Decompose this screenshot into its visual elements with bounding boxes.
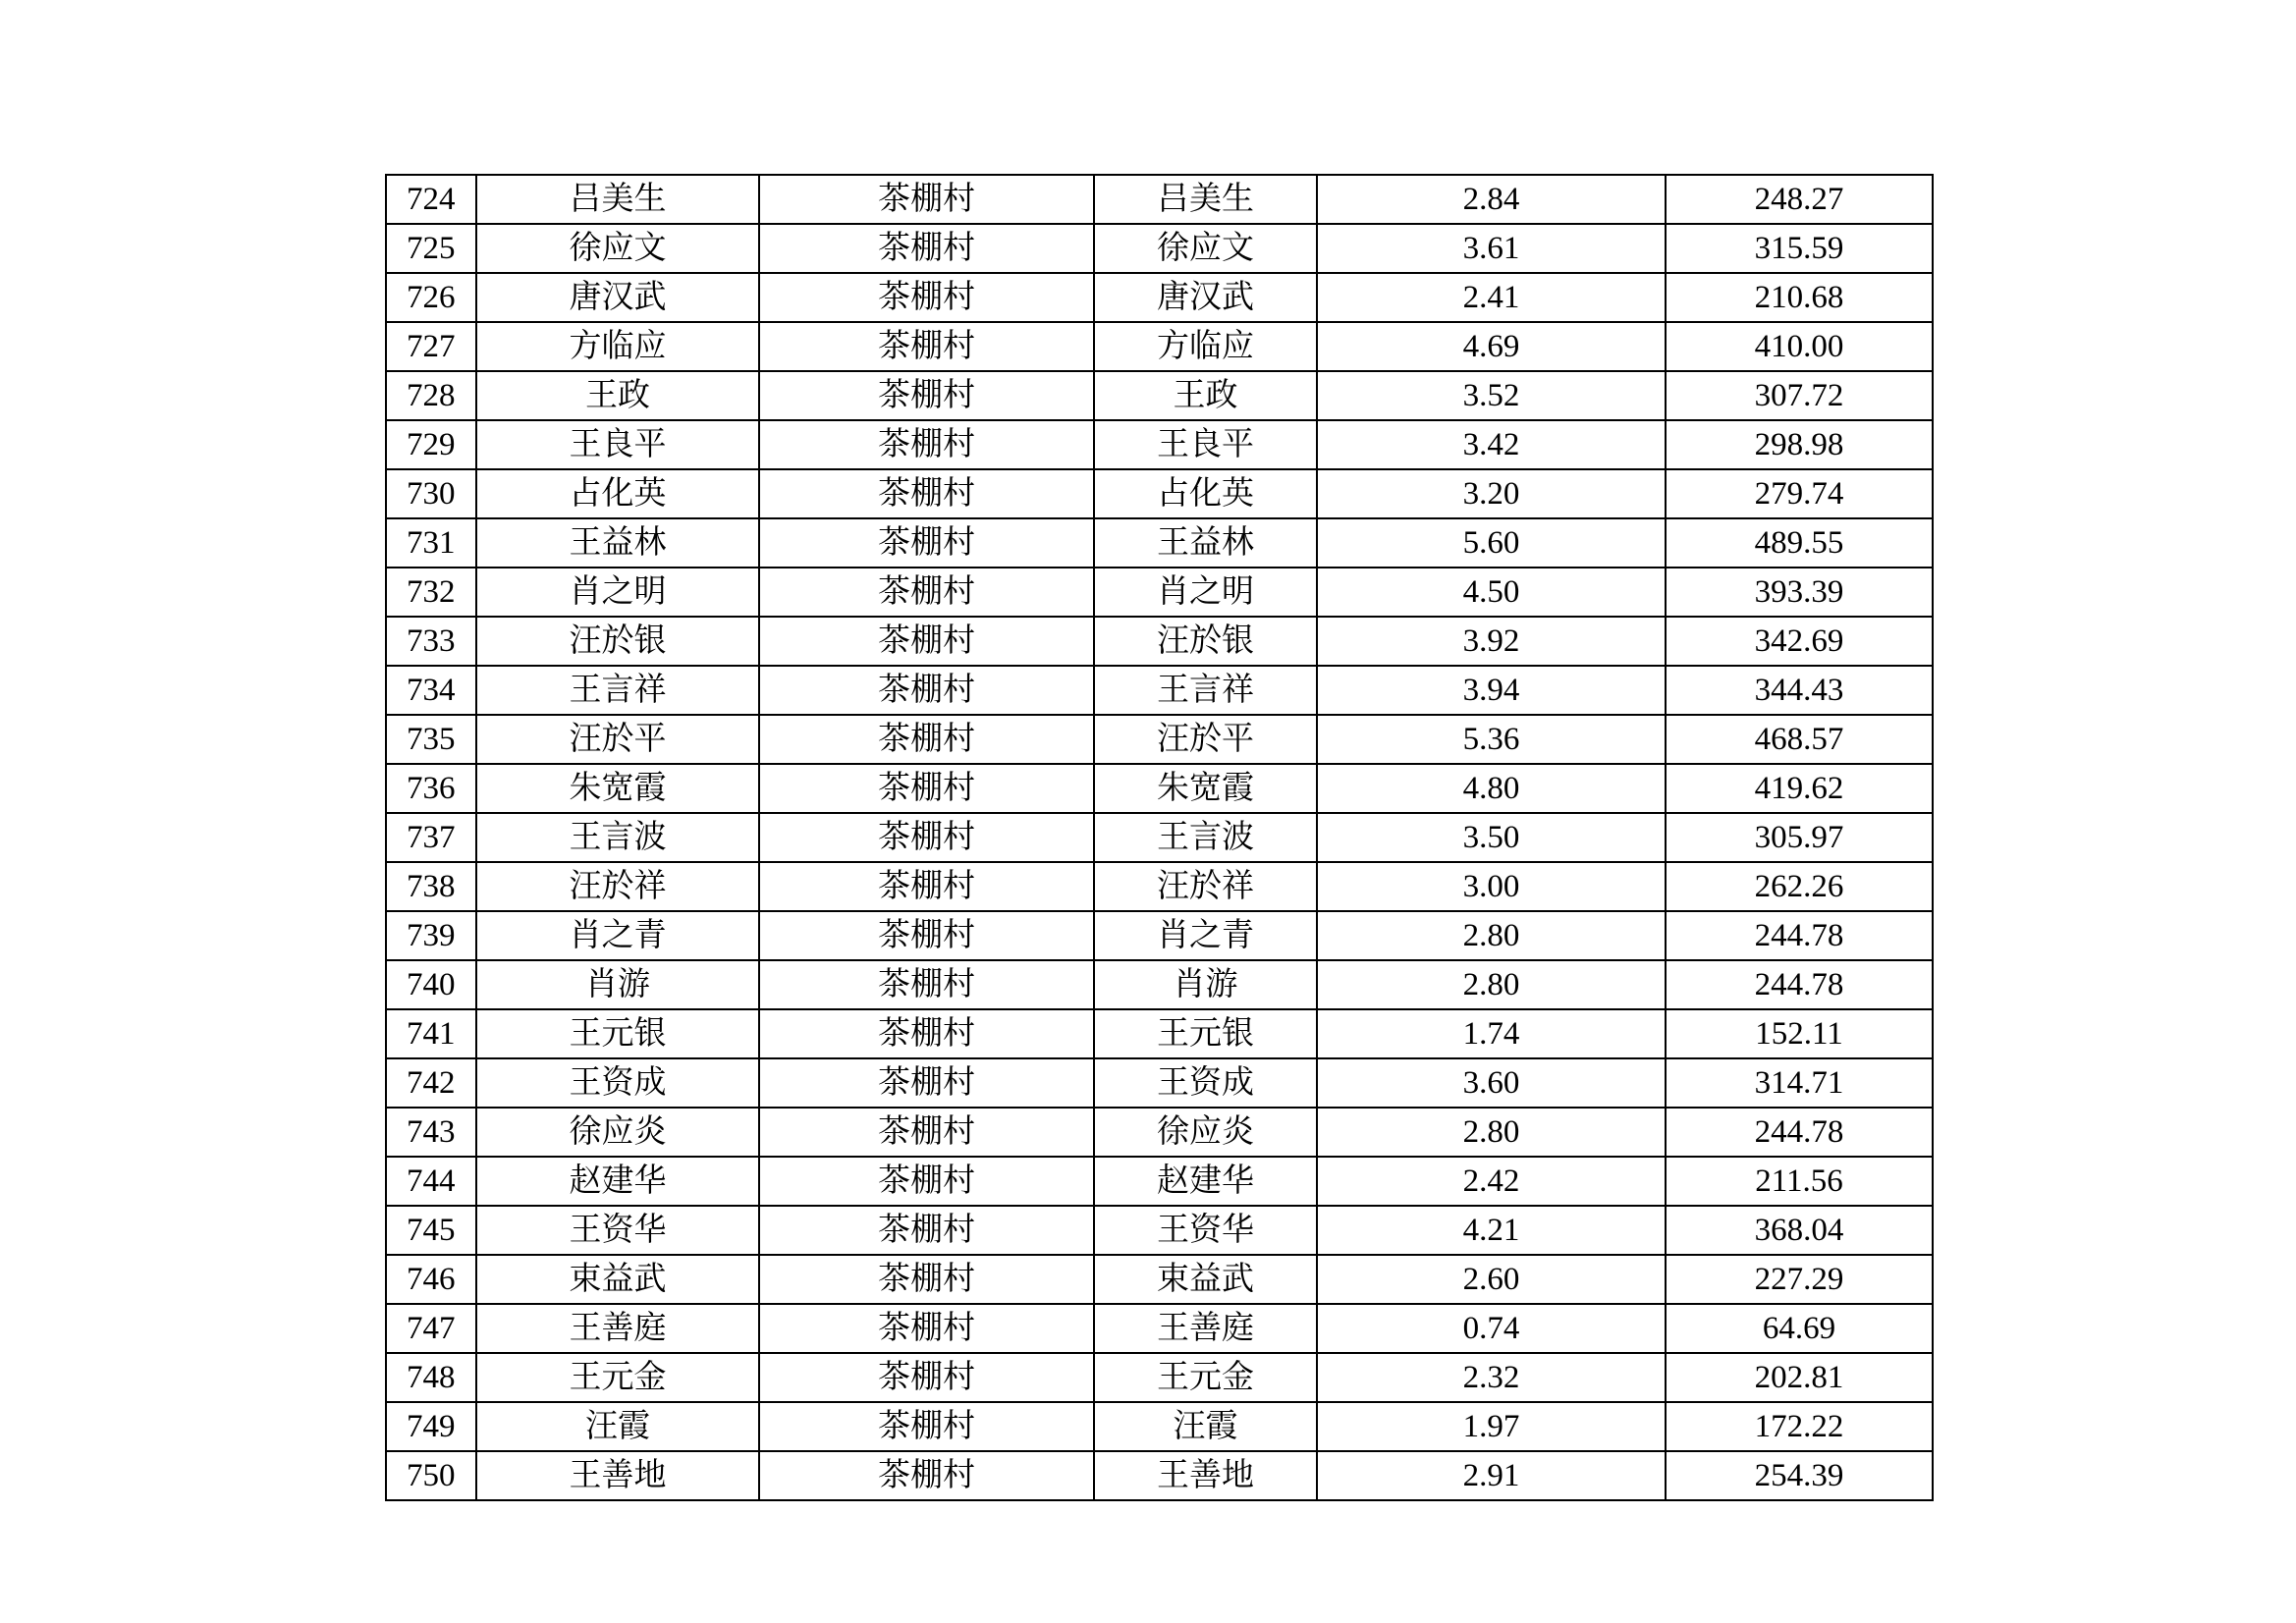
village-cell: 茶棚村 bbox=[759, 273, 1094, 322]
village-cell: 茶棚村 bbox=[759, 1157, 1094, 1206]
row-number-cell: 734 bbox=[386, 666, 476, 715]
household-name-cell: 王益林 bbox=[476, 518, 759, 568]
village-cell: 茶棚村 bbox=[759, 371, 1094, 420]
household-name-cell: 汪於银 bbox=[476, 617, 759, 666]
amount-cell: 279.74 bbox=[1666, 469, 1933, 518]
area-cell: 3.60 bbox=[1317, 1058, 1666, 1108]
household-name-cell: 王善地 bbox=[476, 1451, 759, 1500]
row-number-cell: 726 bbox=[386, 273, 476, 322]
area-cell: 5.36 bbox=[1317, 715, 1666, 764]
household-name-cell: 朱宽霞 bbox=[476, 764, 759, 813]
household-name-cell: 汪於平 bbox=[476, 715, 759, 764]
table-row bbox=[386, 322, 1933, 371]
amount-cell: 248.27 bbox=[1666, 175, 1933, 224]
payee-name-cell: 吕美生 bbox=[1094, 175, 1317, 224]
payee-name-cell: 王言波 bbox=[1094, 813, 1317, 862]
payee-name-cell: 唐汉武 bbox=[1094, 273, 1317, 322]
row-number-cell: 732 bbox=[386, 568, 476, 617]
amount-cell: 419.62 bbox=[1666, 764, 1933, 813]
area-cell: 2.84 bbox=[1317, 175, 1666, 224]
row-number-cell: 735 bbox=[386, 715, 476, 764]
table-row bbox=[386, 273, 1933, 322]
table-row bbox=[386, 469, 1933, 518]
household-name-cell: 王资华 bbox=[476, 1206, 759, 1255]
payee-name-cell: 王言祥 bbox=[1094, 666, 1317, 715]
payee-name-cell: 王资华 bbox=[1094, 1206, 1317, 1255]
payee-name-cell: 汪於平 bbox=[1094, 715, 1317, 764]
area-cell: 3.50 bbox=[1317, 813, 1666, 862]
village-cell: 茶棚村 bbox=[759, 813, 1094, 862]
row-number-cell: 745 bbox=[386, 1206, 476, 1255]
amount-cell: 254.39 bbox=[1666, 1451, 1933, 1500]
amount-cell: 307.72 bbox=[1666, 371, 1933, 420]
table-row bbox=[386, 1451, 1933, 1500]
row-number-cell: 730 bbox=[386, 469, 476, 518]
row-number-cell: 746 bbox=[386, 1255, 476, 1304]
area-cell: 3.20 bbox=[1317, 469, 1666, 518]
area-cell: 2.80 bbox=[1317, 911, 1666, 960]
table-row bbox=[386, 666, 1933, 715]
row-number-cell: 729 bbox=[386, 420, 476, 469]
household-name-cell: 徐应文 bbox=[476, 224, 759, 273]
household-name-cell: 肖游 bbox=[476, 960, 759, 1009]
amount-cell: 342.69 bbox=[1666, 617, 1933, 666]
payee-name-cell: 肖游 bbox=[1094, 960, 1317, 1009]
village-cell: 茶棚村 bbox=[759, 1304, 1094, 1353]
area-cell: 2.80 bbox=[1317, 1108, 1666, 1157]
table-row bbox=[386, 764, 1933, 813]
amount-cell: 211.56 bbox=[1666, 1157, 1933, 1206]
household-name-cell: 王元银 bbox=[476, 1009, 759, 1058]
village-cell: 茶棚村 bbox=[759, 1058, 1094, 1108]
table-row bbox=[386, 1108, 1933, 1157]
amount-cell: 315.59 bbox=[1666, 224, 1933, 273]
payee-name-cell: 朱宽霞 bbox=[1094, 764, 1317, 813]
payee-name-cell: 王政 bbox=[1094, 371, 1317, 420]
amount-cell: 468.57 bbox=[1666, 715, 1933, 764]
row-number-cell: 740 bbox=[386, 960, 476, 1009]
payee-name-cell: 王元银 bbox=[1094, 1009, 1317, 1058]
area-cell: 3.52 bbox=[1317, 371, 1666, 420]
row-number-cell: 749 bbox=[386, 1402, 476, 1451]
payee-name-cell: 王善庭 bbox=[1094, 1304, 1317, 1353]
area-cell: 3.61 bbox=[1317, 224, 1666, 273]
row-number-cell: 727 bbox=[386, 322, 476, 371]
payee-name-cell: 方临应 bbox=[1094, 322, 1317, 371]
row-number-cell: 741 bbox=[386, 1009, 476, 1058]
payee-name-cell: 占化英 bbox=[1094, 469, 1317, 518]
table-row bbox=[386, 1206, 1933, 1255]
village-cell: 茶棚村 bbox=[759, 1108, 1094, 1157]
payee-name-cell: 肖之青 bbox=[1094, 911, 1317, 960]
row-number-cell: 750 bbox=[386, 1451, 476, 1500]
village-cell: 茶棚村 bbox=[759, 617, 1094, 666]
row-number-cell: 739 bbox=[386, 911, 476, 960]
village-cell: 茶棚村 bbox=[759, 1009, 1094, 1058]
row-number-cell: 737 bbox=[386, 813, 476, 862]
amount-cell: 344.43 bbox=[1666, 666, 1933, 715]
subsidy-table bbox=[385, 174, 1934, 1501]
village-cell: 茶棚村 bbox=[759, 715, 1094, 764]
household-name-cell: 徐应炎 bbox=[476, 1108, 759, 1157]
area-cell: 3.00 bbox=[1317, 862, 1666, 911]
household-name-cell: 赵建华 bbox=[476, 1157, 759, 1206]
amount-cell: 393.39 bbox=[1666, 568, 1933, 617]
payee-name-cell: 王善地 bbox=[1094, 1451, 1317, 1500]
household-name-cell: 汪霞 bbox=[476, 1402, 759, 1451]
household-name-cell: 吕美生 bbox=[476, 175, 759, 224]
area-cell: 2.41 bbox=[1317, 273, 1666, 322]
area-cell: 2.80 bbox=[1317, 960, 1666, 1009]
payee-name-cell: 王益林 bbox=[1094, 518, 1317, 568]
amount-cell: 262.26 bbox=[1666, 862, 1933, 911]
area-cell: 2.60 bbox=[1317, 1255, 1666, 1304]
area-cell: 1.97 bbox=[1317, 1402, 1666, 1451]
amount-cell: 202.81 bbox=[1666, 1353, 1933, 1402]
household-name-cell: 唐汉武 bbox=[476, 273, 759, 322]
payee-name-cell: 汪於祥 bbox=[1094, 862, 1317, 911]
amount-cell: 368.04 bbox=[1666, 1206, 1933, 1255]
table-row bbox=[386, 715, 1933, 764]
row-number-cell: 733 bbox=[386, 617, 476, 666]
table-row bbox=[386, 1402, 1933, 1451]
household-name-cell: 汪於祥 bbox=[476, 862, 759, 911]
amount-cell: 244.78 bbox=[1666, 960, 1933, 1009]
village-cell: 茶棚村 bbox=[759, 666, 1094, 715]
payee-name-cell: 汪霞 bbox=[1094, 1402, 1317, 1451]
payee-name-cell: 王元金 bbox=[1094, 1353, 1317, 1402]
row-number-cell: 747 bbox=[386, 1304, 476, 1353]
amount-cell: 244.78 bbox=[1666, 1108, 1933, 1157]
village-cell: 茶棚村 bbox=[759, 469, 1094, 518]
amount-cell: 64.69 bbox=[1666, 1304, 1933, 1353]
household-name-cell: 王政 bbox=[476, 371, 759, 420]
amount-cell: 314.71 bbox=[1666, 1058, 1933, 1108]
household-name-cell: 王言波 bbox=[476, 813, 759, 862]
area-cell: 3.42 bbox=[1317, 420, 1666, 469]
payee-name-cell: 王资成 bbox=[1094, 1058, 1317, 1108]
amount-cell: 298.98 bbox=[1666, 420, 1933, 469]
area-cell: 4.69 bbox=[1317, 322, 1666, 371]
village-cell: 茶棚村 bbox=[759, 1353, 1094, 1402]
table-row bbox=[386, 518, 1933, 568]
household-name-cell: 肖之青 bbox=[476, 911, 759, 960]
row-number-cell: 724 bbox=[386, 175, 476, 224]
household-name-cell: 王元金 bbox=[476, 1353, 759, 1402]
village-cell: 茶棚村 bbox=[759, 518, 1094, 568]
household-name-cell: 方临应 bbox=[476, 322, 759, 371]
area-cell: 3.92 bbox=[1317, 617, 1666, 666]
amount-cell: 244.78 bbox=[1666, 911, 1933, 960]
table-body bbox=[386, 175, 1933, 1500]
village-cell: 茶棚村 bbox=[759, 862, 1094, 911]
household-name-cell: 王善庭 bbox=[476, 1304, 759, 1353]
area-cell: 2.91 bbox=[1317, 1451, 1666, 1500]
household-name-cell: 王良平 bbox=[476, 420, 759, 469]
payee-name-cell: 徐应文 bbox=[1094, 224, 1317, 273]
table-row bbox=[386, 1353, 1933, 1402]
row-number-cell: 725 bbox=[386, 224, 476, 273]
area-cell: 2.42 bbox=[1317, 1157, 1666, 1206]
village-cell: 茶棚村 bbox=[759, 960, 1094, 1009]
payee-name-cell: 肖之明 bbox=[1094, 568, 1317, 617]
payee-name-cell: 王良平 bbox=[1094, 420, 1317, 469]
table-row bbox=[386, 1255, 1933, 1304]
amount-cell: 152.11 bbox=[1666, 1009, 1933, 1058]
area-cell: 4.50 bbox=[1317, 568, 1666, 617]
amount-cell: 489.55 bbox=[1666, 518, 1933, 568]
row-number-cell: 744 bbox=[386, 1157, 476, 1206]
table-row bbox=[386, 960, 1933, 1009]
table-row bbox=[386, 862, 1933, 911]
amount-cell: 305.97 bbox=[1666, 813, 1933, 862]
village-cell: 茶棚村 bbox=[759, 175, 1094, 224]
row-number-cell: 748 bbox=[386, 1353, 476, 1402]
payee-name-cell: 汪於银 bbox=[1094, 617, 1317, 666]
area-cell: 4.80 bbox=[1317, 764, 1666, 813]
village-cell: 茶棚村 bbox=[759, 1402, 1094, 1451]
area-cell: 5.60 bbox=[1317, 518, 1666, 568]
table-row bbox=[386, 175, 1933, 224]
row-number-cell: 738 bbox=[386, 862, 476, 911]
village-cell: 茶棚村 bbox=[759, 224, 1094, 273]
amount-cell: 210.68 bbox=[1666, 273, 1933, 322]
table-row bbox=[386, 813, 1933, 862]
table-row bbox=[386, 224, 1933, 273]
table-row bbox=[386, 617, 1933, 666]
table-row bbox=[386, 1058, 1933, 1108]
amount-cell: 227.29 bbox=[1666, 1255, 1933, 1304]
amount-cell: 172.22 bbox=[1666, 1402, 1933, 1451]
table-row bbox=[386, 1157, 1933, 1206]
household-name-cell: 王资成 bbox=[476, 1058, 759, 1108]
village-cell: 茶棚村 bbox=[759, 764, 1094, 813]
household-name-cell: 束益武 bbox=[476, 1255, 759, 1304]
village-cell: 茶棚村 bbox=[759, 322, 1094, 371]
payee-name-cell: 束益武 bbox=[1094, 1255, 1317, 1304]
household-name-cell: 占化英 bbox=[476, 469, 759, 518]
village-cell: 茶棚村 bbox=[759, 1206, 1094, 1255]
row-number-cell: 742 bbox=[386, 1058, 476, 1108]
village-cell: 茶棚村 bbox=[759, 568, 1094, 617]
table-row bbox=[386, 1009, 1933, 1058]
village-cell: 茶棚村 bbox=[759, 1451, 1094, 1500]
area-cell: 3.94 bbox=[1317, 666, 1666, 715]
area-cell: 2.32 bbox=[1317, 1353, 1666, 1402]
table-row bbox=[386, 911, 1933, 960]
row-number-cell: 743 bbox=[386, 1108, 476, 1157]
row-number-cell: 731 bbox=[386, 518, 476, 568]
table-row bbox=[386, 1304, 1933, 1353]
household-name-cell: 王言祥 bbox=[476, 666, 759, 715]
household-name-cell: 肖之明 bbox=[476, 568, 759, 617]
payee-name-cell: 徐应炎 bbox=[1094, 1108, 1317, 1157]
area-cell: 4.21 bbox=[1317, 1206, 1666, 1255]
village-cell: 茶棚村 bbox=[759, 1255, 1094, 1304]
amount-cell: 410.00 bbox=[1666, 322, 1933, 371]
table-row bbox=[386, 568, 1933, 617]
table-row bbox=[386, 420, 1933, 469]
table-row bbox=[386, 371, 1933, 420]
area-cell: 0.74 bbox=[1317, 1304, 1666, 1353]
payee-name-cell: 赵建华 bbox=[1094, 1157, 1317, 1206]
area-cell: 1.74 bbox=[1317, 1009, 1666, 1058]
village-cell: 茶棚村 bbox=[759, 420, 1094, 469]
village-cell: 茶棚村 bbox=[759, 911, 1094, 960]
row-number-cell: 736 bbox=[386, 764, 476, 813]
row-number-cell: 728 bbox=[386, 371, 476, 420]
